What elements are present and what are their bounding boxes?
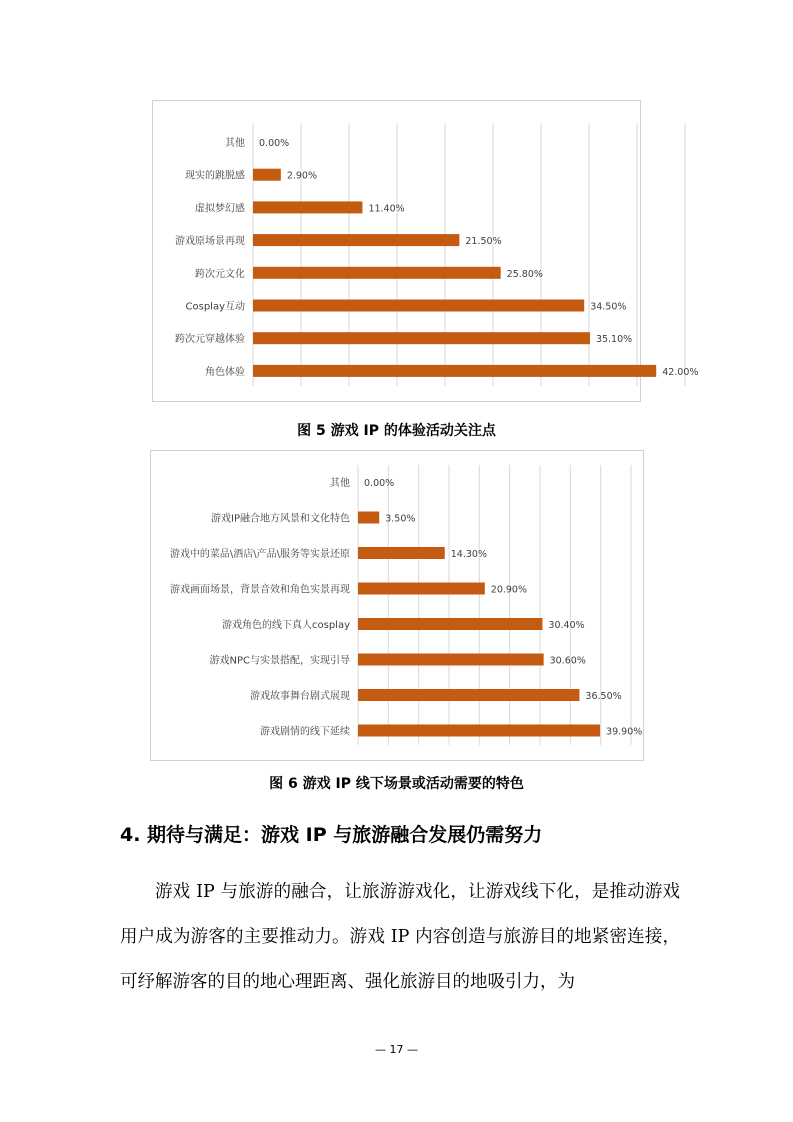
category-label: 跨次元穿越体验 xyxy=(175,334,245,346)
category-label: 游戏原场景再现 xyxy=(175,236,245,248)
category-label: 游戏NPC与实景搭配，实现引导 xyxy=(209,655,350,667)
value-label: 30.40% xyxy=(548,620,585,631)
bar xyxy=(358,618,542,630)
bar xyxy=(253,332,590,344)
bar xyxy=(253,267,501,279)
bar xyxy=(358,654,544,666)
value-label: 14.30% xyxy=(450,549,487,560)
section-heading: 4. 期待与满足：游戏 IP 与旅游融合发展仍需努力 xyxy=(120,824,543,846)
value-label: 21.50% xyxy=(465,236,502,248)
chart-fig5 xyxy=(152,100,699,402)
bar xyxy=(253,365,656,377)
value-label: 0.00% xyxy=(259,138,290,149)
bar xyxy=(358,689,579,701)
category-label: 现实的跳脱感 xyxy=(185,170,245,182)
value-label: 11.40% xyxy=(368,203,405,215)
caption-fig6: 图 6 游戏 IP 线下场景或活动需要的特色 xyxy=(269,776,524,792)
category-label: 游戏剧情的线下延续 xyxy=(260,726,350,738)
bar xyxy=(253,234,459,246)
value-label: 25.80% xyxy=(506,268,543,280)
category-label: 其他 xyxy=(225,138,245,149)
category-label: Cosplay互动 xyxy=(185,301,245,313)
chart-fig5-svg xyxy=(153,101,699,403)
chart-fig6 xyxy=(150,450,644,761)
category-label: 游戏中的菜品\酒店\产品\服务等实景还原 xyxy=(169,549,350,560)
value-label: 39.90% xyxy=(606,726,643,738)
bar xyxy=(253,300,584,312)
bar xyxy=(358,547,445,559)
body-paragraph: 游戏 IP 与旅游的融合，让旅游游戏化，让游戏线下化，是推动游戏用户成为游客的主要推动力。游戏 IP 内容创造与旅游目的地紧密连接，可纾解游客的目的地心理距离、强化旅游目的地吸引力，为 xyxy=(120,882,680,992)
value-label: 42.00% xyxy=(662,366,699,378)
value-label: 30.60% xyxy=(549,655,586,667)
bar xyxy=(358,583,485,595)
value-label: 20.90% xyxy=(490,584,528,596)
page-number: — 17 — xyxy=(375,1043,418,1056)
category-label: 游戏IP融合地方风景和文化特色 xyxy=(211,513,350,525)
category-label: 其他 xyxy=(330,478,350,489)
category-label: 游戏画面场景，背景音效和角色实景再现 xyxy=(170,584,350,596)
category-label: 角色体验 xyxy=(205,366,245,378)
value-label: 2.90% xyxy=(286,170,318,182)
category-label: 游戏故事舞台剧式展现 xyxy=(250,691,350,702)
value-label: 34.50% xyxy=(590,301,627,313)
bar xyxy=(358,725,600,737)
bar xyxy=(253,201,362,213)
value-label: 3.50% xyxy=(385,513,416,525)
bar xyxy=(253,169,281,181)
category-label: 跨次元文化 xyxy=(195,268,245,280)
value-label: 35.10% xyxy=(595,334,633,346)
chart-fig6-svg xyxy=(151,451,645,762)
category-label: 游戏角色的线下真人cosplay xyxy=(222,620,350,631)
bar xyxy=(358,512,379,524)
category-label: 虚拟梦幻感 xyxy=(195,203,245,215)
caption-fig5: 图 5 游戏 IP 的体验活动关注点 xyxy=(297,423,496,439)
value-label: 0.00% xyxy=(364,478,395,489)
value-label: 36.50% xyxy=(585,691,622,702)
